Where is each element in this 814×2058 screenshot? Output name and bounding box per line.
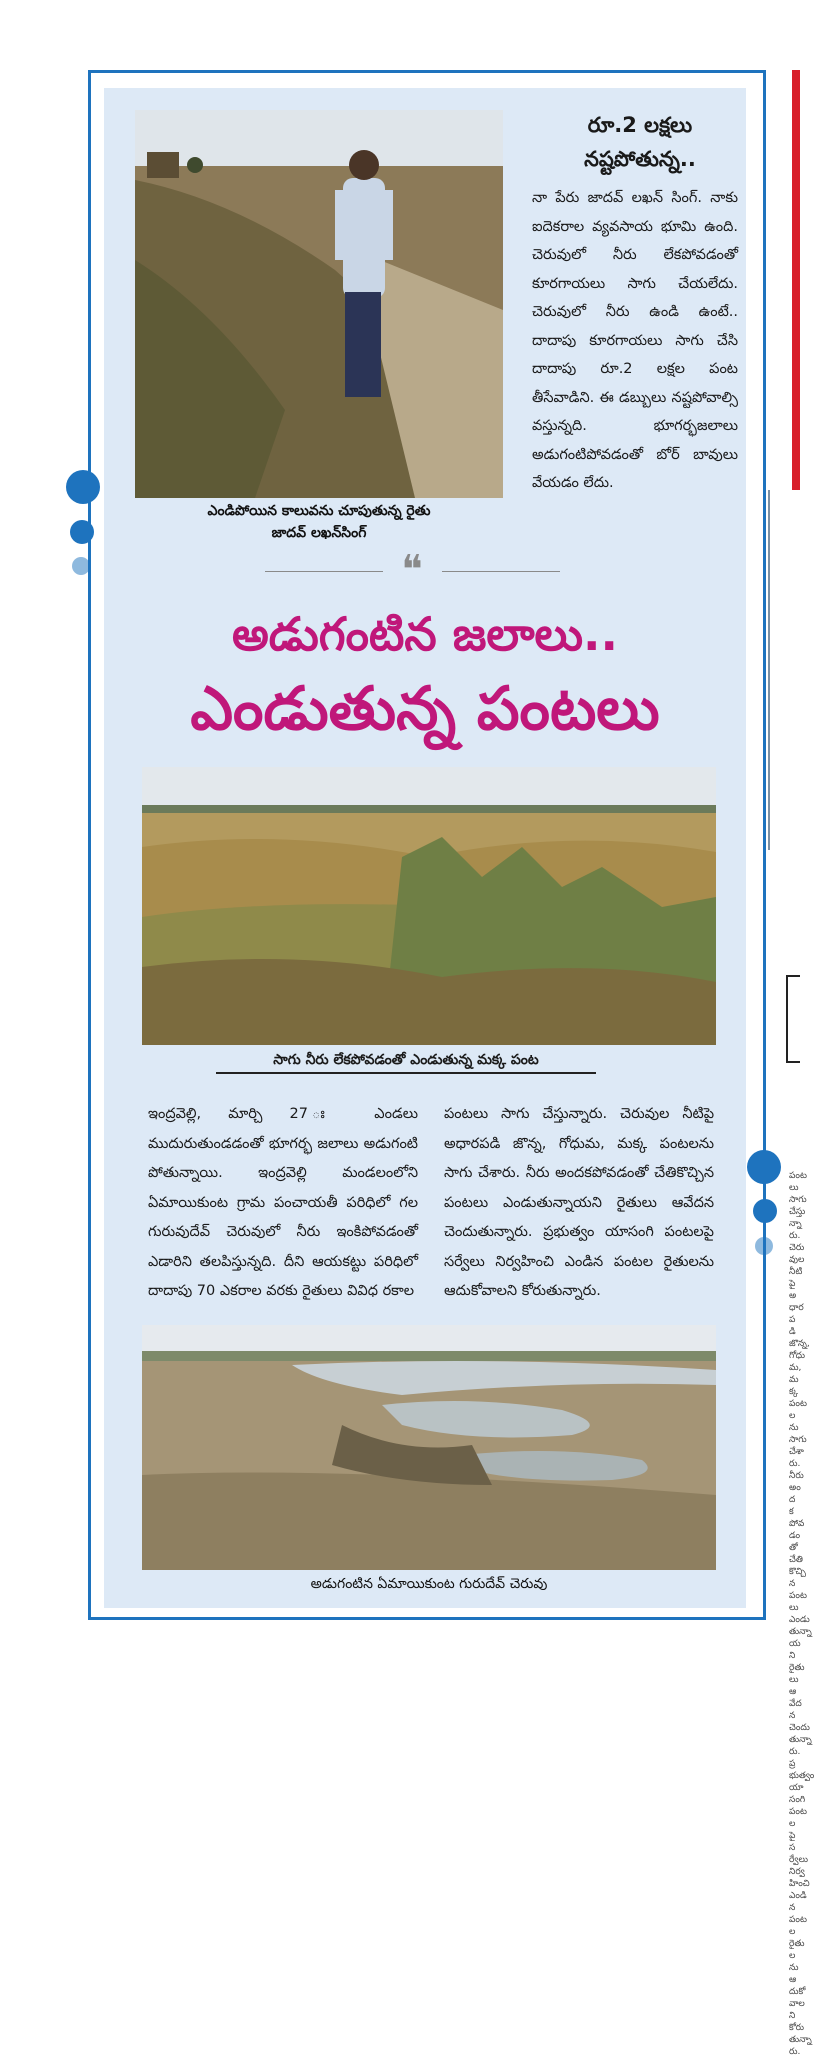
quote-rule-right: [442, 571, 560, 572]
quote-mark-icon: ❝: [401, 547, 423, 593]
sidebar-story-body: నా పేరు జాదవ్ లఖన్ సింగ్. నాకు ఐదెకరాల వ్యవసాయ భూమి ఉంది. చెరువులో నీరు లేకపోవడంతో కూరగాయలు సాగు చేయలేదు. చెరువులో నీరు ఉండి ఉంటే.. దాదాపు కూరగాయలు సాగు చేసి దాదాపు రూ.2 లక్షల పంట తీసేవాడిని. ఈ డబ్బులు నష్టపోవాల్సి వస్తున్నది. భూగర్భజలాలు అడుగంటిపోవడంతో బోర్ బావులు వేయడం లేదు.: [532, 190, 738, 491]
corn-photo-caption: సాగు నీరు లేకపోవడంతో ఎండుతున్న మక్క పంట: [216, 1048, 596, 1074]
quote-rule-left: [265, 571, 383, 572]
headline-line1: అడుగంటిన జలాలు..: [232, 607, 618, 661]
pond-photo: [142, 1325, 716, 1570]
article-column-1: ఇంద్రవెల్లి, మార్చి 27 ః ఎండలు ముదురుతుండడంతో భూగర్భ జలాలు అడుగంటి పోతున్నాయి. ఇంద్రవెల్లి మండలంలోని ఏమాయికుంట గ్రామ పంచాయతీ పరిధిలో గల గురువుదేవ్ చెరువులో నీరు ఇంకిపోవడంతో ఎడారిని తలపిస్తున్నది. దీని ఆయకట్టు పరిధిలో దాదాపు 70 ఎకరాల వరకు రైతులు వివిధ రకాల: [148, 1106, 418, 1299]
adjacent-column-red-bar: [792, 70, 800, 490]
farmer-caption-line1: ఎండిపోయిన కాలువను చూపుతున్న రైతు: [207, 503, 431, 519]
sidebar-story-title: రూ.2 లక్షలు నష్టపోతున్న..: [584, 113, 696, 171]
adjacent-column-text: పంటలు సాగు చేస్తున్నారు. చెరువుల నీటిపై అధారపడి జొన్న, గోధుమ, మక్క పంటలను సాగు చేశారు. నీరు అందకపోవడంతో చేతికొచ్చిన పంటలు ఎండుతున్నాయని రైతులు ఆవేదన చెందుతున్నారు. ప్రభుత్వం యాసంగి పంటలపై సర్వేలు నిర్వహించి ఎండిన పంటల రైతులను ఆదుకోవాలని కోరుతున్నారు.: [789, 1171, 814, 2057]
headline-line2: ఎండుతున్న పంటలు: [190, 674, 660, 744]
decor-dot-medium-right-icon: [753, 1199, 777, 1223]
decor-dot-large-icon: [66, 470, 100, 504]
adjacent-column-rule: [768, 490, 770, 850]
decor-dot-small-right-icon: [755, 1237, 773, 1255]
pond-photo-caption: అడుగంటిన ఏమాయికుంట గురుదేవ్ చెరువు: [310, 1576, 548, 1592]
article-column-2: పంటలు సాగు చేస్తున్నారు. చెరువుల నీటిపై అధారపడి జొన్న, గోధుమ, మక్క పంటలను సాగు చేశారు. నీరు అందకపోవడంతో చేతికొచ్చిన పంటలు ఎండుతున్నాయని రైతులు ఆవేదన చెందుతున్నారు. ప్రభుత్వం యాసంగి పంటలపై సర్వేలు నిర్వహించి ఎండిన పంటల రైతులను ఆదుకోవాలని కోరుతున్నారు.: [444, 1106, 714, 1299]
adjacent-column-box: [786, 975, 800, 1063]
farmer-caption-line2: జాదవ్ లఖన్‌సింగ్: [271, 525, 367, 541]
decor-dot-small-icon: [72, 557, 90, 575]
decor-dot-medium-icon: [70, 520, 94, 544]
decor-dot-large-right-icon: [747, 1150, 781, 1184]
farmer-photo: [135, 110, 503, 498]
corn-field-photo: [142, 767, 716, 1045]
farmer-photo-caption: [135, 500, 503, 544]
